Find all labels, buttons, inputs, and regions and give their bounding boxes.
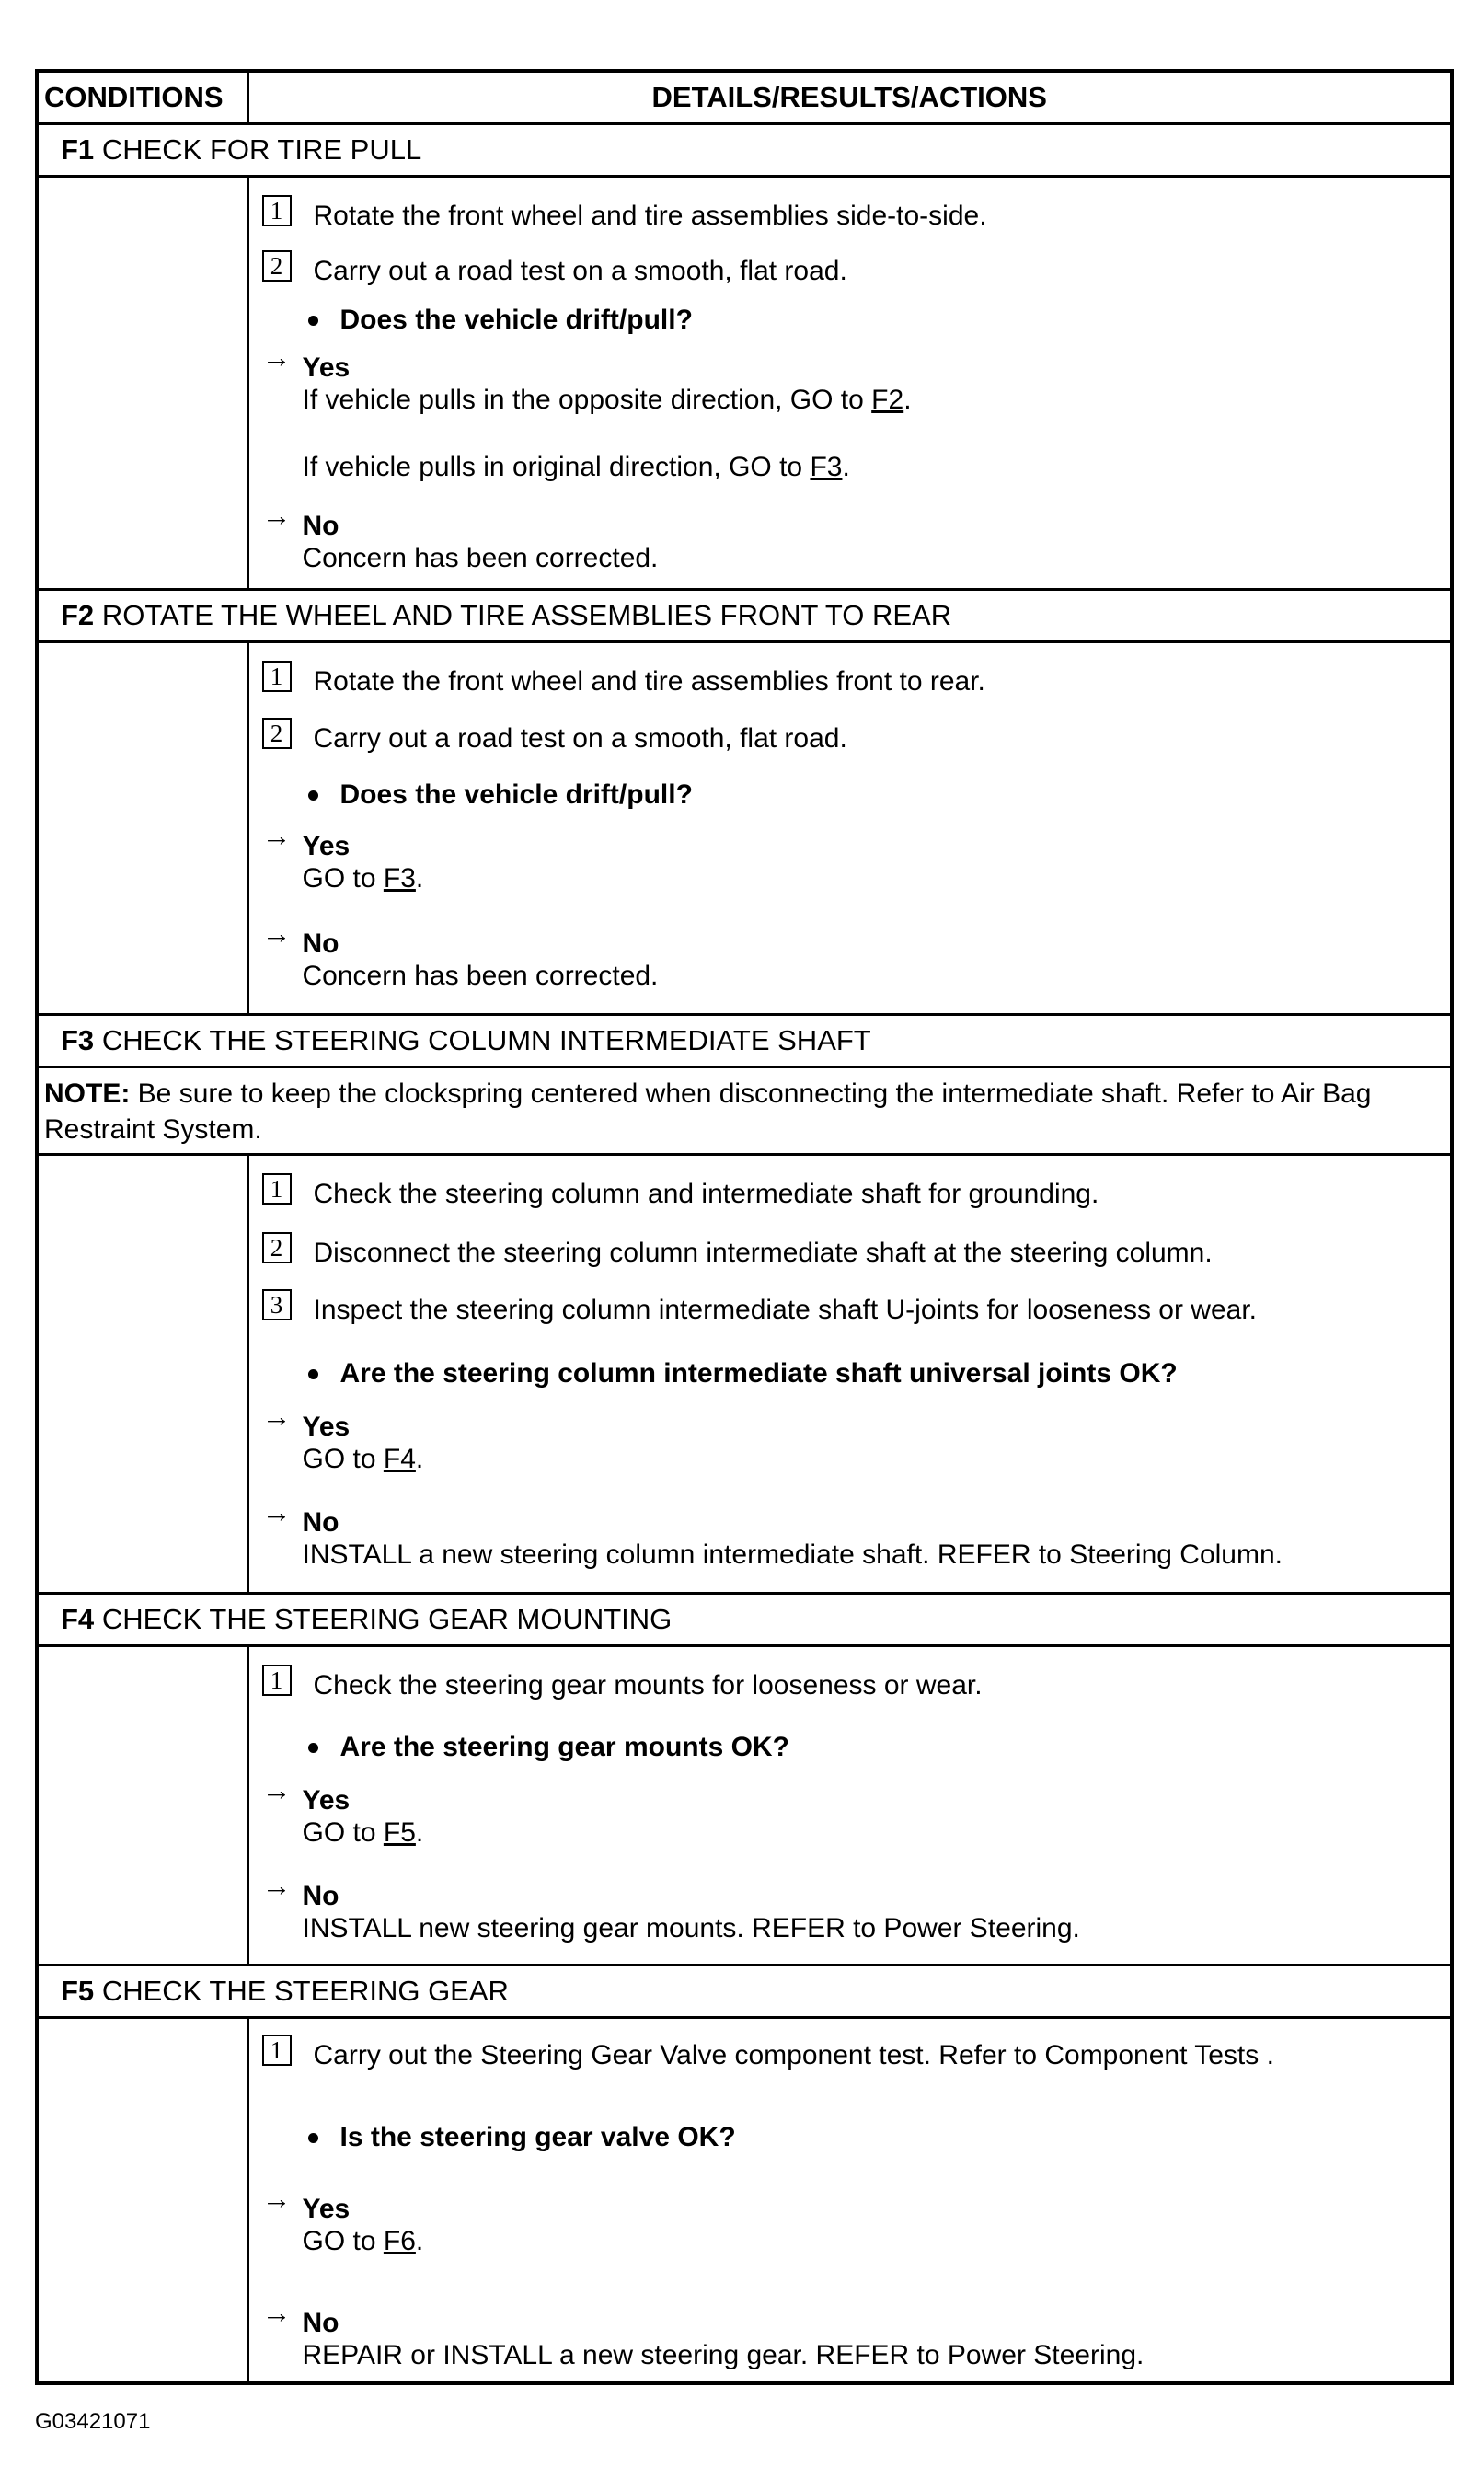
arrow-right-icon: → <box>261 2182 292 2215</box>
arrow-right-icon: → <box>261 819 292 852</box>
conditions-header: CONDITIONS <box>37 71 247 124</box>
question-text: Does the vehicle drift/pull? <box>339 305 693 335</box>
step-1 <box>262 2037 1274 2074</box>
arrow-right-icon: → <box>261 499 292 532</box>
answer-no <box>261 2296 1145 2372</box>
step-number-box: 1 <box>262 2035 292 2066</box>
answer-label: No <box>302 928 339 959</box>
step-1 <box>262 663 985 700</box>
arrow-right-icon: → <box>261 917 292 950</box>
step-link-f3[interactable]: F3 <box>810 452 843 482</box>
section-body-f1 <box>37 177 1452 590</box>
answer-label: Yes <box>302 831 351 861</box>
answer-yes <box>261 1400 424 1476</box>
section-number: F1 <box>61 133 95 166</box>
section-number: F4 <box>61 1603 95 1635</box>
section-number: F3 <box>61 1024 95 1056</box>
arrow-right-icon: → <box>261 1495 292 1528</box>
step-link-f3[interactable]: F3 <box>383 863 416 894</box>
answer-text: GO to F3. <box>302 863 424 894</box>
conditions-cell <box>37 1646 247 1966</box>
arrow-right-icon: → <box>261 1400 292 1433</box>
step-3 <box>262 1292 1258 1329</box>
question <box>308 779 693 811</box>
step-text: Carry out a road test on a smooth, flat road. <box>313 723 847 754</box>
answer-text: Concern has been corrected. <box>302 543 659 573</box>
note-text: Be sure to keep the clockspring centered when disconnecting the intermediate shaft. Refer to Air Bag Restraint System. <box>44 1078 1372 1145</box>
step-text: Disconnect the steering column intermediate shaft at the steering column. <box>313 1238 1213 1268</box>
question-text: Is the steering gear valve OK? <box>339 2122 736 2152</box>
bullet-icon <box>308 790 318 801</box>
answer-text: REPAIR or INSTALL a new steering gear. REFER to Power Steering. <box>302 2340 1145 2370</box>
step-2 <box>262 253 847 290</box>
step-number-box: 1 <box>262 661 292 692</box>
step-text: Carry out a road test on a smooth, flat road. <box>313 256 847 286</box>
section-body-f4 <box>37 1646 1452 1966</box>
step-link-f2[interactable]: F2 <box>871 385 904 415</box>
step-number-box: 2 <box>262 718 292 749</box>
diagnostic-table <box>35 69 1454 2385</box>
step-text: Rotate the front wheel and tire assemblies front to rear. <box>313 666 985 697</box>
step-number-box: 1 <box>262 1665 292 1696</box>
answer-text: GO to F4. <box>302 1444 424 1474</box>
answer-label: Yes <box>302 1412 351 1442</box>
section-body-f5 <box>37 2018 1452 2384</box>
section-title: CHECK THE STEERING GEAR MOUNTING <box>101 1603 673 1635</box>
step-number-box: 1 <box>262 1173 292 1205</box>
section-title: ROTATE THE WHEEL AND TIRE ASSEMBLIES FRONT TO REAR <box>101 599 952 631</box>
step-number-box: 2 <box>262 1232 292 1263</box>
question-text: Are the steering gear mounts OK? <box>339 1732 789 1762</box>
answer-no <box>261 499 659 575</box>
answer-text: Concern has been corrected. <box>302 961 659 991</box>
answer-no <box>261 1495 1283 1572</box>
details-cell <box>247 177 1452 590</box>
note-label: NOTE: <box>44 1078 131 1109</box>
conditions-cell <box>37 2018 247 2384</box>
answer-yes <box>261 340 912 484</box>
answer-no <box>261 917 659 993</box>
section-header-f4 <box>37 1594 1452 1646</box>
step-1 <box>262 1667 983 1704</box>
answer-text: GO to F6. <box>302 2226 424 2256</box>
answer-label: No <box>302 511 339 541</box>
question-text: Does the vehicle drift/pull? <box>339 779 693 810</box>
answer-yes <box>261 1773 424 1850</box>
bullet-icon <box>308 1743 318 1753</box>
conditions-cell <box>37 1155 247 1594</box>
answer-no <box>261 1869 1080 1945</box>
step-number-box: 3 <box>262 1289 292 1320</box>
answer-text: INSTALL new steering gear mounts. REFER to Power Steering. <box>302 1913 1080 1943</box>
arrow-right-icon: → <box>261 1869 292 1902</box>
details-cell <box>247 1646 1452 1966</box>
section-header-f1 <box>37 124 1452 177</box>
question <box>308 2122 736 2153</box>
section-body-f2 <box>37 642 1452 1015</box>
details-cell <box>247 2018 1452 2384</box>
step-2 <box>262 1235 1213 1272</box>
step-number-box: 2 <box>262 250 292 282</box>
step-2 <box>262 721 847 757</box>
answer-label: No <box>302 2308 339 2338</box>
section-number: F5 <box>61 1975 95 2007</box>
step-link-f6[interactable]: F6 <box>383 2226 416 2256</box>
answer-yes <box>261 2182 424 2258</box>
answer-label: No <box>302 1507 339 1538</box>
details-cell <box>247 642 1452 1015</box>
answer-text-line-2: If vehicle pulls in original direction, GO to F3. <box>302 452 850 482</box>
step-link-f5[interactable]: F5 <box>383 1817 416 1848</box>
step-text: Carry out the Steering Gear Valve component test. Refer to Component Tests . <box>313 2040 1274 2070</box>
section-number: F2 <box>61 599 95 631</box>
step-number-box: 1 <box>262 195 292 226</box>
conditions-cell <box>37 642 247 1015</box>
step-link-f4[interactable]: F4 <box>383 1444 416 1474</box>
step-text: Rotate the front wheel and tire assemblies side-to-side. <box>313 201 987 231</box>
bullet-icon <box>308 1369 318 1379</box>
step-1 <box>262 1176 1099 1213</box>
section-header-f5 <box>37 1966 1452 2018</box>
answer-yes <box>261 819 424 895</box>
step-text: Check the steering gear mounts for looseness or wear. <box>313 1670 983 1701</box>
section-body-f3 <box>37 1155 1452 1594</box>
question <box>308 305 693 336</box>
arrow-right-icon: → <box>261 2296 292 2329</box>
bullet-icon <box>308 316 318 326</box>
arrow-right-icon: → <box>261 1773 292 1806</box>
step-1 <box>262 198 987 235</box>
section-title: CHECK THE STEERING GEAR <box>101 1975 509 2007</box>
answer-text-line-1: If vehicle pulls in the opposite direction, GO to F2. <box>302 385 912 415</box>
section-title: CHECK THE STEERING COLUMN INTERMEDIATE SHAFT <box>101 1024 871 1056</box>
question-text: Are the steering column intermediate shaft universal joints OK? <box>339 1358 1178 1389</box>
conditions-cell <box>37 177 247 590</box>
note-row-f3 <box>37 1067 1452 1155</box>
figure-id: G03421071 <box>35 2409 151 2434</box>
step-text: Check the steering column and intermediate shaft for grounding. <box>313 1179 1099 1209</box>
answer-text: INSTALL a new steering column intermediate shaft. REFER to Steering Column. <box>302 1539 1283 1570</box>
section-header-f2 <box>37 590 1452 642</box>
answer-label: No <box>302 1881 339 1911</box>
details-header: DETAILS/RESULTS/ACTIONS <box>247 71 1452 124</box>
section-title: CHECK FOR TIRE PULL <box>101 133 422 166</box>
section-header-f3 <box>37 1015 1452 1067</box>
answer-label: Yes <box>302 1785 351 1816</box>
bullet-icon <box>308 2133 318 2143</box>
answer-label: Yes <box>302 352 351 383</box>
step-text: Inspect the steering column intermediate shaft U-joints for looseness or wear. <box>313 1295 1258 1325</box>
details-cell <box>247 1155 1452 1594</box>
answer-label: Yes <box>302 2194 351 2224</box>
question <box>308 1358 1178 1389</box>
table-header-row <box>37 71 1452 124</box>
question <box>308 1732 789 1763</box>
answer-text: GO to F5. <box>302 1817 424 1848</box>
arrow-right-icon: → <box>261 340 292 374</box>
